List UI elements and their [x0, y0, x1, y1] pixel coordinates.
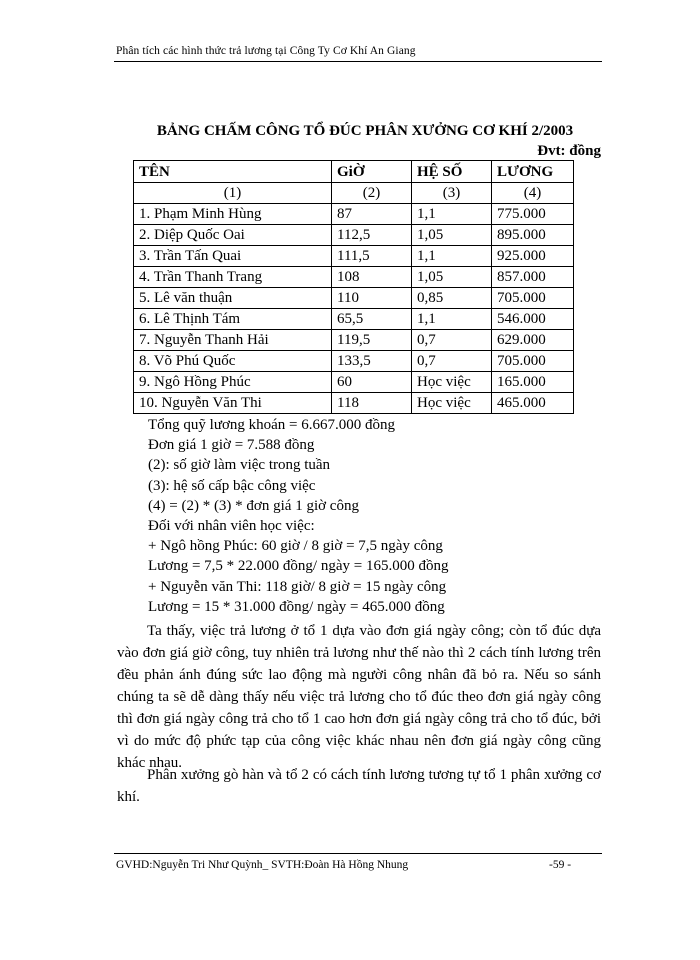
- cell-coefficient: 1,1: [412, 204, 492, 225]
- table-row: [134, 309, 574, 330]
- running-footer: GVHD:Nguyễn Tri Như Quỳnh_ SVTH:Đoàn Hà Hồng Nhung: [116, 859, 409, 871]
- note-line: (2): số giờ làm việc trong tuần: [148, 457, 331, 474]
- column-number: (2): [332, 183, 412, 204]
- cell-name: 7. Nguyễn Thanh Hải: [134, 330, 332, 351]
- table-title: BẢNG CHẤM CÔNG TỔ ĐÚC PHÂN XƯỞNG CƠ KHÍ 2/2003: [156, 123, 574, 139]
- column-number: (3): [412, 183, 492, 204]
- cell-hours: 119,5: [332, 330, 412, 351]
- cell-salary: 705.000: [492, 288, 574, 309]
- cell-salary: 857.000: [492, 267, 574, 288]
- cell-salary: 925.000: [492, 246, 574, 267]
- header-coefficient: HỆ SỐ: [412, 161, 492, 183]
- cell-hours: 112,5: [332, 225, 412, 246]
- cell-name: 5. Lê văn thuận: [134, 288, 332, 309]
- cell-salary: 165.000: [492, 372, 574, 393]
- header-divider: [114, 61, 602, 62]
- note-line: Đơn giá 1 giờ = 7.588 đồng: [148, 437, 315, 454]
- note-line: Tổng quỹ lương khoán = 6.667.000 đồng: [148, 417, 396, 433]
- cell-name: 10. Nguyễn Văn Thi: [134, 393, 332, 414]
- cell-salary: 895.000: [492, 225, 574, 246]
- cell-hours: 118: [332, 393, 412, 414]
- analysis-paragraph: Ta thấy, việc trả lương ở tổ 1 dựa vào đơn giá ngày công; còn tổ đúc dựa vào đơn giá giờ công, tuy nhiên trả lương như thế nào thì 2 cách tính lương trên đều phản ánh đúng sức lao động mà người công nhân đã bỏ ra. Nếu so sánh chúng ta sẽ dễ dàng thấy nếu việc trả lương cho tổ đúc theo đơn giá ngày công thì đơn giá ngày công trả cho tổ 1 cao hơn đơn giá ngày công trả cho tổ đúc, bởi vì do mức độ phức tạp của công việc khác nhau nên đơn giá ngày công cũng khác nhau.: [117, 623, 601, 771]
- cell-salary: 546.000: [492, 309, 574, 330]
- cell-hours: 133,5: [332, 351, 412, 372]
- table-row: [134, 288, 574, 309]
- cell-salary: 629.000: [492, 330, 574, 351]
- table-row: [134, 330, 574, 351]
- cell-hours: 108: [332, 267, 412, 288]
- cell-coefficient: 1,05: [412, 267, 492, 288]
- cell-name: 1. Phạm Minh Hùng: [134, 204, 332, 225]
- note-line: Lương = 7,5 * 22.000 đồng/ ngày = 165.000 đồng: [148, 558, 449, 575]
- cell-salary: 705.000: [492, 351, 574, 372]
- note-line: Đối với nhân viên học việc:: [148, 518, 315, 535]
- cell-hours: 111,5: [332, 246, 412, 267]
- cell-name: 8. Võ Phú Quốc: [134, 351, 332, 372]
- header-salary: LƯƠNG: [492, 161, 574, 183]
- column-number: (4): [492, 183, 574, 204]
- page-number: -59 -: [549, 859, 572, 871]
- cell-coefficient: 0,7: [412, 351, 492, 372]
- cell-coefficient: Học việc: [412, 372, 492, 393]
- table-row: [134, 204, 574, 225]
- calculation-notes: [148, 415, 448, 617]
- cell-name: 6. Lê Thịnh Tám: [134, 309, 332, 330]
- table-row: [134, 246, 574, 267]
- table-row: [134, 267, 574, 288]
- cell-hours: 65,5: [332, 309, 412, 330]
- cell-coefficient: Học việc: [412, 393, 492, 414]
- cell-name: 9. Ngô Hồng Phúc: [134, 372, 332, 393]
- column-number: (1): [134, 183, 332, 204]
- note-line: (3): hệ số cấp bậc công việc: [148, 477, 316, 494]
- cell-coefficient: 1,1: [412, 309, 492, 330]
- note-line: Lương = 15 * 31.000 đồng/ ngày = 465.000 đồng: [148, 598, 445, 615]
- note-line: (4) = (2) * (3) * đơn giá 1 giờ công: [148, 497, 359, 514]
- table-row: [134, 393, 574, 414]
- cell-hours: 87: [332, 204, 412, 225]
- cell-hours: 110: [332, 288, 412, 309]
- header-hours: GiỜ: [332, 161, 412, 183]
- cell-name: 4. Trần Thanh Trang: [134, 267, 332, 288]
- cell-coefficient: 1,1: [412, 246, 492, 267]
- cell-name: 3. Trần Tấn Quai: [134, 246, 332, 267]
- note-line: + Nguyễn văn Thi: 118 giờ/ 8 giờ = 15 ngày công: [148, 578, 447, 595]
- note-line: + Ngô hồng Phúc: 60 giờ / 8 giờ = 7,5 ngày công: [148, 538, 443, 555]
- payroll-table: [133, 160, 574, 414]
- cell-salary: 775.000: [492, 204, 574, 225]
- cell-coefficient: 0,85: [412, 288, 492, 309]
- table-row: [134, 372, 574, 393]
- table-header-row: [134, 161, 574, 183]
- cell-salary: 465.000: [492, 393, 574, 414]
- table-row: [134, 351, 574, 372]
- header-name: TÊN: [134, 161, 332, 183]
- cell-coefficient: 0,7: [412, 330, 492, 351]
- cell-name: 2. Diệp Quốc Oai: [134, 225, 332, 246]
- running-header: Phân tích các hình thức trả lương tại Công Ty Cơ Khí An Giang: [116, 45, 416, 57]
- column-number-row: [134, 183, 574, 204]
- table-row: [134, 225, 574, 246]
- cell-coefficient: 1,05: [412, 225, 492, 246]
- closing-paragraph: Phân xưởng gò hàn và tổ 2 có cách tính lương tương tự tổ 1 phân xưởng cơ khí.: [117, 767, 601, 805]
- cell-hours: 60: [332, 372, 412, 393]
- unit-label: Đvt: đồng: [537, 143, 601, 159]
- footer-divider: [114, 853, 602, 854]
